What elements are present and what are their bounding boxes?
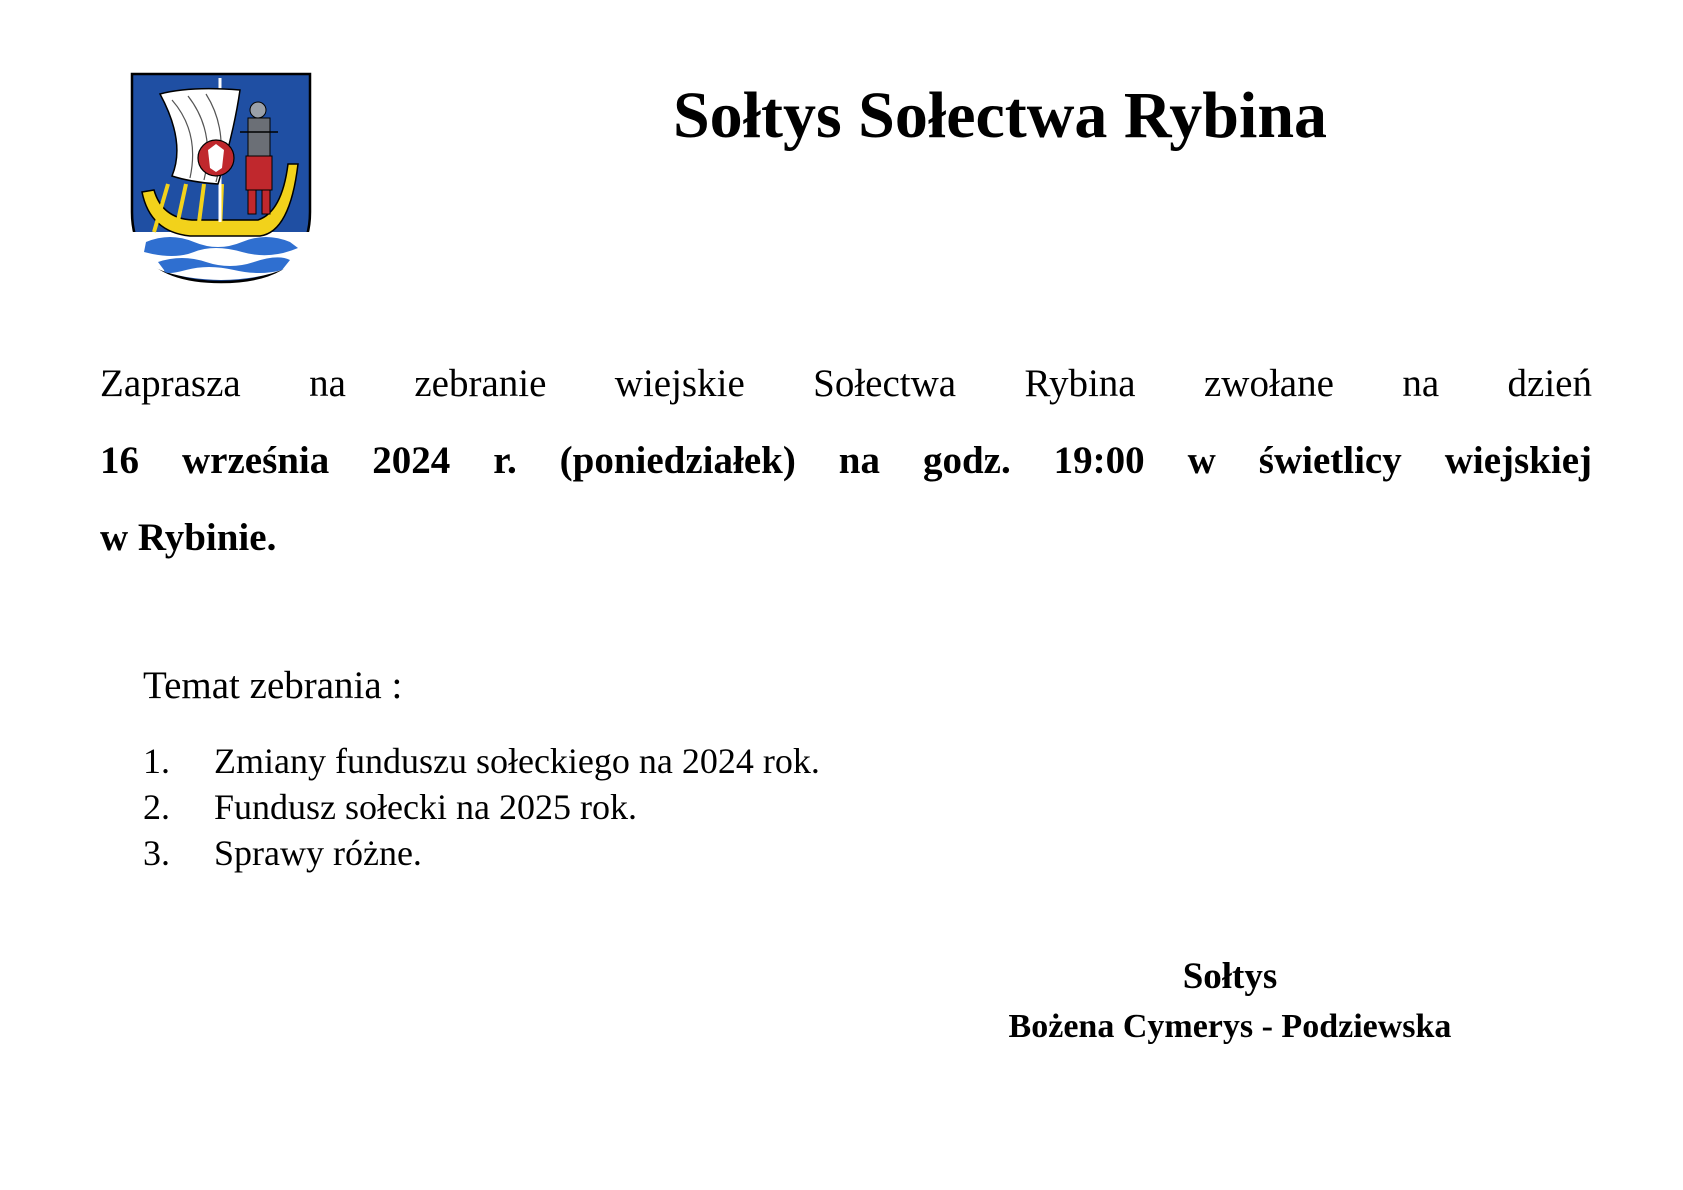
invitation-line-2: 16 września 2024 r. (poniedziałek) na godz. 19:00 w świetlicy wiejskiej: [100, 439, 1592, 482]
list-item-text: Fundusz sołecki na 2025 rok.: [214, 787, 637, 827]
invitation-line-3: w Rybinie.: [100, 516, 277, 559]
agenda-heading: Temat zebrania :: [143, 664, 403, 707]
coat-of-arms-rybina-icon: [130, 72, 312, 284]
list-item-number: 2.: [143, 787, 170, 827]
list-item: [143, 830, 820, 876]
invitation-line-1: Zaprasza na zebranie wiejskie Sołectwa Rybina zwołane na dzień: [100, 362, 1592, 405]
signature-name: Bożena Cymerys - Podziewska: [1008, 1008, 1452, 1045]
list-item: [143, 738, 820, 784]
list-item-text: Sprawy różne.: [214, 833, 422, 873]
invitation-paragraph: [100, 345, 1592, 576]
page-title: Sołtys Sołectwa Rybina: [672, 79, 1328, 152]
list-item-number: 3.: [143, 833, 170, 873]
signature-role: Sołtys: [1182, 956, 1278, 997]
agenda-list: [143, 738, 820, 876]
list-item: [143, 784, 820, 830]
list-item-text: Zmiany funduszu sołeckiego na 2024 rok.: [214, 741, 820, 781]
signature-block: [950, 952, 1510, 1052]
list-item-number: 1.: [143, 741, 170, 781]
